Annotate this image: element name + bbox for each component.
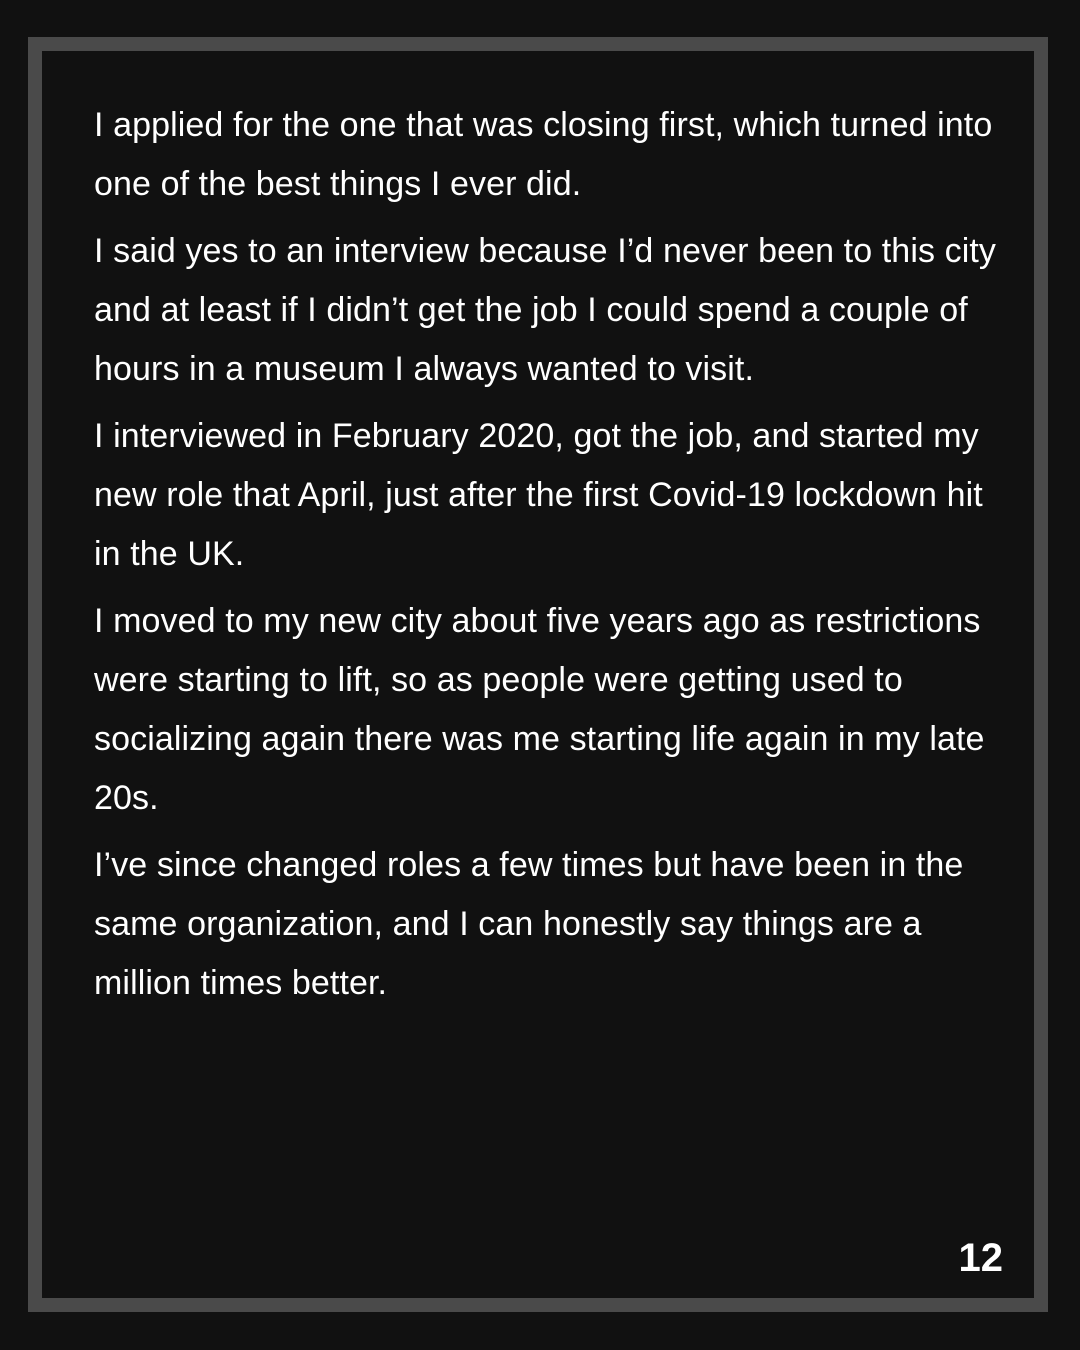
paragraph-1: I applied for the one that was closing first, which turned into one of the best things I ever did. xyxy=(94,106,993,203)
paragraph-3: I interviewed in February 2020, got the job, and started my new role that April, just after the first Covid-19 lockdown hit in the UK. xyxy=(94,417,983,573)
paragraph-4: I moved to my new city about five years ago as restrictions were starting to lift, so as people were getting used to socializing again there was me starting life again in my late 20s. xyxy=(94,602,985,817)
page-number: 12 xyxy=(958,1236,1003,1280)
slide-frame xyxy=(28,37,1048,1312)
paragraph-5: I’ve since changed roles a few times but have been in the same organization, and I can honestly say things are a million times better. xyxy=(94,846,964,1002)
paragraph-2: I said yes to an interview because I’d never been to this city and at least if I didn’t get the job I could spend a couple of hours in a museum I always wanted to visit. xyxy=(94,232,997,388)
story-text xyxy=(94,96,1014,1021)
